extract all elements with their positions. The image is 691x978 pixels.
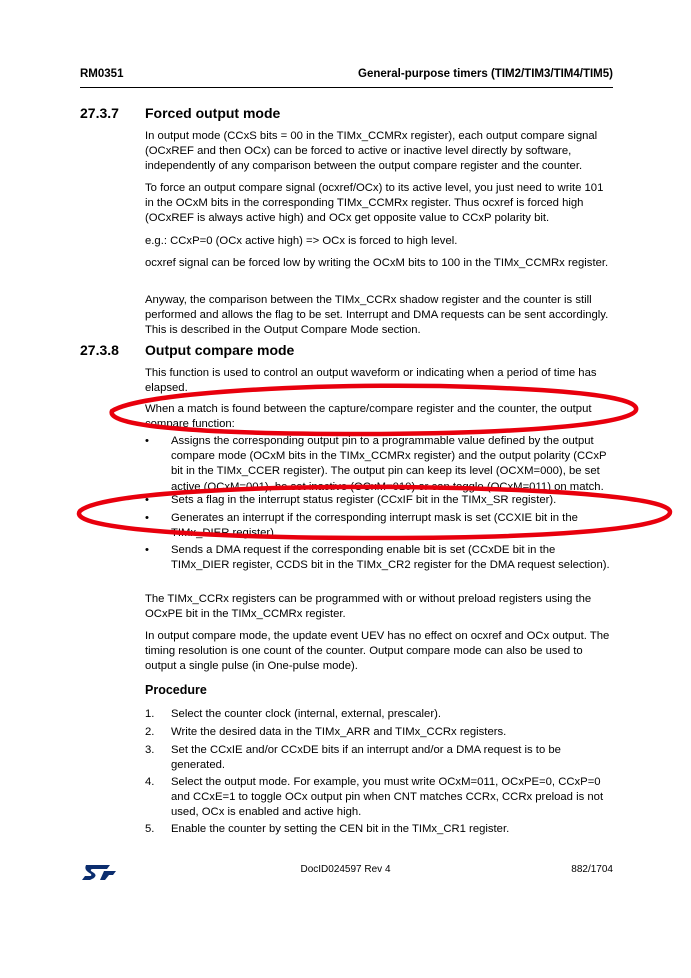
paragraph: In output mode (CCxS bits = 00 in the TIMx_CCMRx register), each output compare signal (OCxREF and then OCx) can be forced to active or inactive level directly by software, independently of any comparison between the output compare register and the counter. <box>145 130 598 173</box>
step-number: 5. <box>145 823 155 835</box>
section-number: 27.3.7 <box>80 105 119 121</box>
step-text: Write the desired data in the TIMx_ARR and TIMx_CCRx registers. <box>171 726 507 738</box>
bullet-icon: • <box>145 512 149 524</box>
paragraph: Anyway, the comparison between the TIMx_CCRx shadow register and the counter is still performed and allows the flag to be set. Interrupt and DMA requests can be sent accordingly. This is described in the Output Compare Mode section. <box>145 294 609 337</box>
section-number: 27.3.8 <box>80 342 119 358</box>
subsection-title: Procedure <box>145 683 207 697</box>
doc-id: RM0351 <box>80 68 124 80</box>
doc-revision: DocID024597 Rev 4 <box>300 864 391 875</box>
step-text: Set the CCxIE and/or CCxDE bits if an interrupt and/or a DMA request is to be generated. <box>171 744 561 772</box>
list-item-text: Generates an interrupt if the corresponding interrupt mask is set (CCXIE bit in the TIMx_DIER register). <box>171 512 578 540</box>
step-text: Select the output mode. For example, you must write OCxM=011, OCxPE=0, CCxP=0 and CCxE=1 to toggle OCx output pin when CNT matches CCRx, CCRx preload is not used, OCx is enabled and active high. <box>171 776 604 819</box>
paragraph: e.g.: CCxP=0 (OCx active high) => OCx is forced to high level. <box>145 235 458 247</box>
step-number: 3. <box>145 744 155 756</box>
step-number: 1. <box>145 708 155 720</box>
step-text: Enable the counter by setting the CEN bit in the TIMx_CR1 register. <box>171 823 510 835</box>
paragraph: When a match is found between the capture/compare register and the counter, the output compare function: <box>145 403 592 431</box>
section-title: Output compare mode <box>145 342 295 358</box>
section-title: Forced output mode <box>145 105 281 121</box>
chapter-title: General-purpose timers (TIM2/TIM3/TIM4/TIM5) <box>358 68 613 80</box>
step-text: Select the counter clock (internal, external, prescaler). <box>171 708 441 720</box>
bullet-icon: • <box>145 435 149 447</box>
paragraph: To force an output compare signal (ocxref/OCx) to its active level, you just need to write 101 in the OCxM bits in the corresponding TIMx_CCMRx register. Thus ocxref is forced high (OCxREF is always active high) and OCx get opposite value to CCxP polarity bit. <box>145 182 604 225</box>
paragraph: ocxref signal can be forced low by writing the OCxM bits to 100 in the TIMx_CCMRx register. <box>145 257 609 269</box>
paragraph: This function is used to control an output waveform or indicating when a period of time has elapsed. <box>145 367 597 395</box>
step-number: 2. <box>145 726 155 738</box>
list-item-text: Sets a flag in the interrupt status register (CCxIF bit in the TIMx_SR register). <box>171 494 557 506</box>
paragraph: The TIMx_CCRx registers can be programmed with or without preload registers using the OCxPE bit in the TIMx_CCMRx register. <box>145 593 592 621</box>
paragraph: In output compare mode, the update event UEV has no effect on ocxref and OCx output. The timing resolution is one count of the counter. Output compare mode can also be used to output a single pulse (in One-pulse mode). <box>145 630 610 673</box>
page-number: 882/1704 <box>571 864 613 875</box>
list-item-text: Assigns the corresponding output pin to a programmable value defined by the output compare mode (OCxM bits in the TIMx_CCMRx register) and the output polarity (CCxP bit in the TIMx_CCER register). The output pin can keep its level (OCXM=000), be set active (OCxM=001), be set inactive (OCxM=010) or can toggle (OCxM=011) on match. <box>171 435 607 493</box>
list-item-text: Sends a DMA request if the corresponding enable bit is set (CCxDE bit in the TIMx_DIER register, CCDS bit in the TIMx_CR2 register for the DMA request selection). <box>171 544 610 572</box>
step-number: 4. <box>145 776 155 788</box>
bullet-icon: • <box>145 494 149 506</box>
header-divider <box>80 87 613 88</box>
bullet-icon: • <box>145 544 149 556</box>
